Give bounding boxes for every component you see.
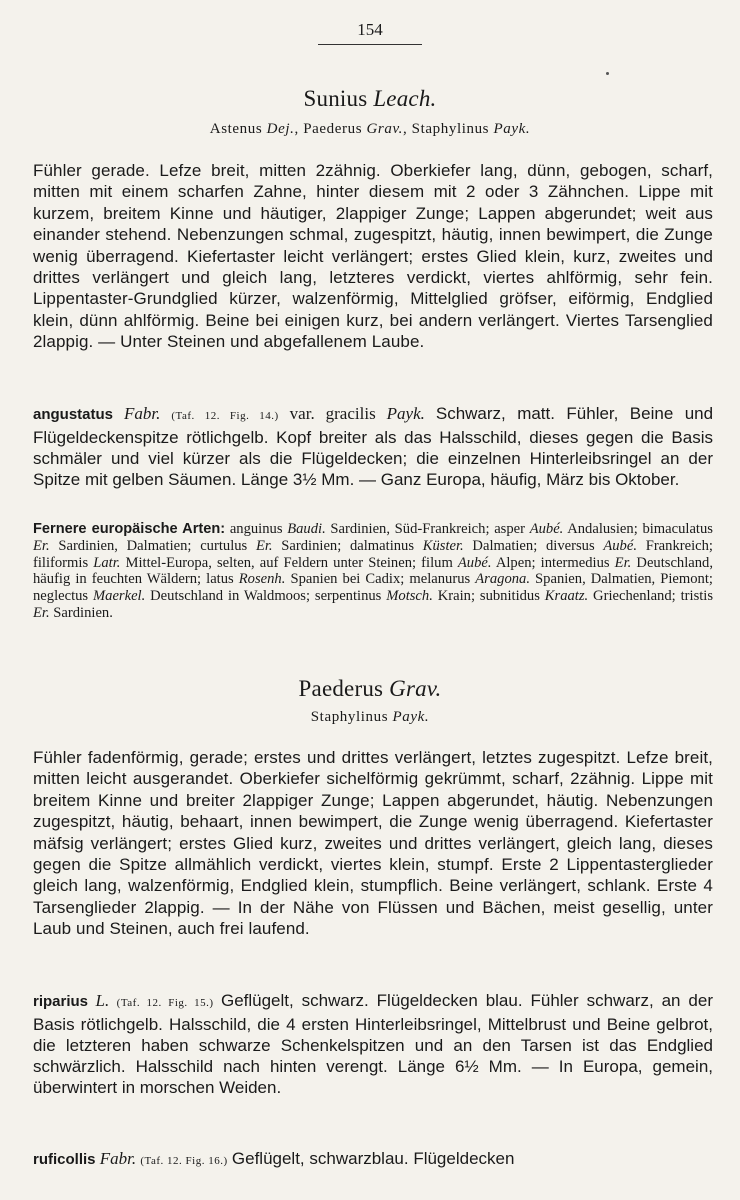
further-species-list	[33, 521, 713, 622]
further-species-locality: Frankreich;	[645, 537, 713, 554]
synonym-author: Payk.	[493, 121, 531, 137]
further-species-heading: Fernere europäische Arten:	[33, 521, 226, 537]
further-species-name: curtulus	[200, 537, 256, 554]
further-species-author: Rosenh.	[238, 571, 286, 588]
further-species-locality: Krain;	[437, 588, 476, 605]
genus-heading-paederus	[0, 676, 740, 702]
further-species-name: neglectus	[33, 588, 93, 605]
further-species-author: Er.	[255, 537, 273, 554]
further-species-locality: Sardinien.	[53, 604, 113, 621]
genus-description-sunius: Fühler gerade. Lefze breit, mitten 2zähnig. Oberkiefer lang, dünn, gebogen, scharf, mitten mit einem scharfen Zahne, hinter diesem mit 2 oder 3 Zähnchen. Lippe mit kurzem, breitem Kinne und häutiger, 2lappiger Zunge; Lappen abgerundet; weit aus einander stehend. Nebenzungen schmal, zugespitzt, häutig, innen bewimpert, die Zunge wenig überragend. Kiefertaster leicht verlängert; erstes Glied klein, kurz, zweites und drittes verlängert und gleich lang, letzteres verdickt, viertes ahlförmig, sehr fein. Lippentaster-Grundglied kürzer, walzenförmig, Mittelglied gröfser, eiförmig, Endglied klein, dünn ahlförmig. Beine bei einigen kurz, bei andern verlängert. Viertes Tarsenglied 2lappig. — Unter Steinen und abgefallenem Laube.	[33, 161, 713, 352]
species-description: Schwarz, matt. Fühler, Beine und Flügeldeckenspitze rötlichgelb. Kopf breiter als das Halsschild, dieses gegen die Basis schmäler und viel kürzer als die Flügeldecken; die einzelnen Hinterleibsringel an der Spitze mit gelben Säumen. Länge 3½ Mm. — Ganz Europa, häufig, März bis Oktober.	[33, 404, 714, 489]
synonym-author: Payk.	[392, 709, 430, 725]
synonym-line-paederus	[0, 709, 740, 726]
variety-label: var. gracilis	[289, 404, 376, 423]
further-species-locality: Sardinien, Dalmatien;	[58, 537, 192, 554]
page-number: 154	[357, 20, 383, 39]
synonym-author: Dej.	[266, 121, 295, 137]
species-description: Geflügelt, schwarz. Flügeldecken blau. Fühler schwarz, an der Basis rötlichgelb. Halsschild, die 4 ersten Hinterleibsringel, Mittelbrust und Beine gelbrot, die letzteren haben schwarze Schenkelspitzen und an den Tarsen ist das Endglied schwärzlich. Halsschild nach hinten verengt. Länge 6½ Mm. — In Europa, gemein, überwintert in morschen Weiden.	[33, 991, 713, 1097]
further-species-author: Baudi.	[287, 521, 326, 537]
further-species-locality: Alpen;	[495, 554, 536, 571]
further-species-locality: Deutschland, häufig in feuchten Wäldern;	[33, 554, 714, 588]
genus-heading-sunius	[0, 86, 740, 112]
species-name: ruficollis	[33, 1151, 96, 1168]
further-species-locality: Spanien bei Cadix;	[290, 571, 405, 588]
genus-description-paederus: Fühler fadenförmig, gerade; erstes und drittes verlängert, letztes zugespitzt. Lefze breit, mitten leicht ausgerandet. Oberkiefer sichelförmig gekrümmt, scharf, 2zähnig. Lippe mit breitem Kinne und breiter 2lappiger Zunge; Lappen abgerundet, häutig. Nebenzungen zugespitzt, häutig, behaart, innen bewimpert, die Zunge wenig überragend. Kiefertaster mäfsig verlängert; erstes Glied kurz, zweites und drittes verlängert, gleich lang, dieses gegen die Spitze allmählich verdickt, viertes klein, stumpf. Erste 2 Lippentasterglieder gleich lang, walzenförmig, Endglied klein, stumpflich. Beine verlängert, schlank. Erste 4 Tarsenglieder 2lappig. — In der Nähe von Flüssen und Bächen, meist gesellig, unter Laub und Steinen, auch frei laufend.	[33, 748, 713, 939]
print-speck	[606, 72, 609, 75]
further-species-locality: Spanien, Dalmatien, Piemont;	[535, 571, 713, 588]
genus-author: Leach.	[373, 86, 437, 111]
species-name: angustatus	[33, 406, 114, 423]
further-species-author: Küster.	[422, 537, 464, 554]
synonym-name: Staphylinus	[411, 121, 494, 137]
genus-author: Grav.	[389, 676, 442, 701]
further-species-name: subnitidus	[479, 588, 545, 605]
further-species-name: latus	[206, 571, 239, 588]
species-author: Fabr.	[99, 1149, 137, 1168]
plate-reference: (Taf. 12. Fig. 16.)	[140, 1155, 228, 1167]
further-species-name: diversus	[545, 537, 604, 554]
further-species-author: Maerkel.	[92, 588, 146, 605]
genus-name: Paederus	[298, 676, 384, 701]
further-species-locality: Andalusien;	[567, 521, 638, 537]
genus-name: Sunius	[303, 86, 368, 111]
further-species-author: Er.	[33, 537, 50, 554]
further-species-locality: Sardinien; dalmatinus	[281, 537, 415, 554]
further-species-name: bimaculatus	[642, 521, 713, 537]
further-species-name: asper	[494, 521, 530, 537]
further-species-author: Aragona.	[475, 571, 530, 588]
further-species-author: Er.	[33, 604, 50, 621]
further-species-author: Kraatz.	[544, 588, 589, 605]
plate-reference: (Taf. 12. Fig. 15.)	[116, 997, 214, 1009]
species-entry-ruficollis	[33, 1148, 713, 1172]
further-species-name: filum	[421, 554, 458, 571]
further-species-author: Er.	[614, 554, 632, 571]
further-species-locality: Griechenland;	[593, 588, 676, 605]
synonym-line-sunius: Astenus Dej., Paederus Grav., Staphylinus Payk.	[209, 121, 531, 137]
species-name: riparius	[33, 993, 89, 1010]
further-species-author: Aubé.	[529, 521, 564, 537]
species-entry-angustatus	[33, 403, 713, 490]
synonym-name: Staphylinus	[310, 709, 393, 725]
variety-author: Payk.	[386, 404, 425, 423]
synonym-name: Paederus	[303, 121, 367, 137]
further-species-name: anguinus	[229, 521, 288, 537]
further-species-author: Motsch.	[386, 588, 433, 605]
further-species-name: serpentinus	[314, 588, 387, 605]
plate-reference: (Taf. 12. Fig. 14.)	[171, 410, 279, 422]
further-species-author: Aubé.	[603, 537, 637, 554]
page-number-rule	[318, 44, 422, 45]
further-species-name: intermedius	[540, 554, 615, 571]
species-author: Fabr.	[123, 404, 161, 423]
further-species-locality: Mittel-Europa, selten, auf Feldern unter Steinen;	[125, 554, 417, 571]
further-species-name: filiformis	[33, 554, 94, 571]
species-entry-riparius	[33, 990, 713, 1098]
further-species-name: tristis	[680, 588, 714, 605]
further-species-locality: Sardinien, Süd-Frankreich;	[330, 521, 490, 537]
further-species-author: Latr.	[93, 554, 121, 571]
further-species-author: Aubé.	[457, 554, 492, 571]
synonym-author: Grav.	[366, 121, 403, 137]
species-description: Geflügelt, schwarzblau. Flügeldecken	[231, 1149, 515, 1168]
further-species-locality: Dalmatien;	[472, 537, 538, 554]
synonym-name: Astenus	[209, 121, 267, 137]
further-species-name: melanurus	[409, 571, 476, 588]
species-author: L.	[95, 991, 110, 1010]
further-species-locality: Deutschland in Waldmoos;	[150, 588, 311, 605]
